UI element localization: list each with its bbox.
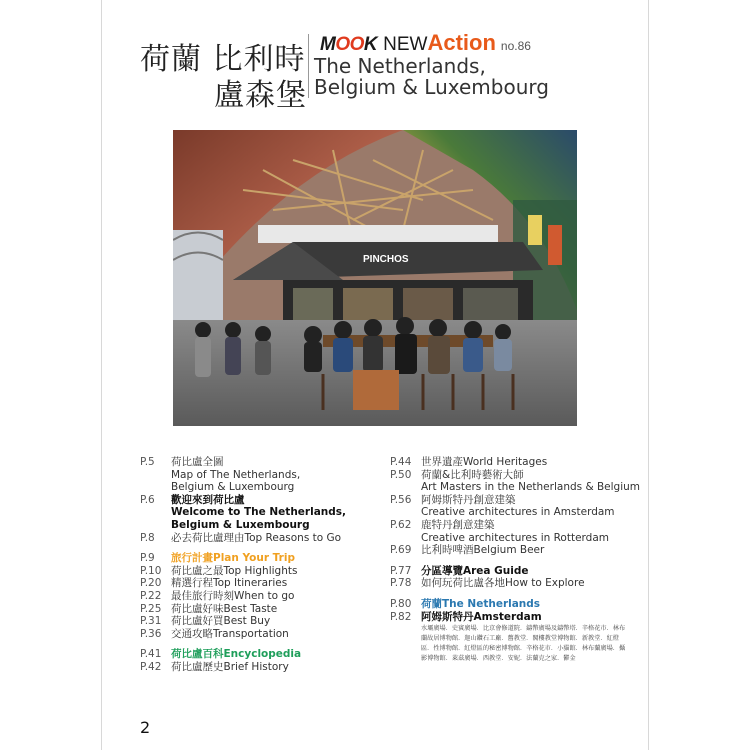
mook-logo-text: MOOK (320, 34, 378, 55)
amsterdam-sights-list: 水壩廣場．史賓廣場．比京會修道院．鑄幣廣場及鑄幣塔．辛格花市．林布蘭故居博物館．迦山鑽石工廠．舊教堂．閣樓教堂博物館．新教堂．紅燈區．性博物館．紅燈區的秘密博物館．辛格花市．小貓館．林布蘭廣場．攝影博物館．萊茲廣場．西教堂．安妮．法蘭克之家．鬱金 (421, 625, 626, 663)
toc-entry-title (421, 544, 630, 557)
toc-page-number: P.62 (390, 518, 412, 531)
toc-entry-line: 荷比盧全圖 (171, 456, 224, 468)
toc-page-number: P.69 (390, 544, 412, 557)
toc-page-number: P.20 (140, 577, 162, 590)
toc-entry-line: 荷比盧之最Top Highlights (171, 564, 298, 577)
title-english-line-1: The Netherlands, (314, 54, 486, 78)
toc-entry-title (171, 628, 360, 641)
toc-entry-title (171, 577, 360, 590)
title-chinese-line-2: 盧森堡 (214, 78, 307, 113)
toc-entry (140, 552, 360, 565)
toc-page-number: P.56 (390, 493, 412, 506)
toc-entry-title (171, 565, 360, 578)
toc-entry-line: 荷比盧好味Best Taste (171, 602, 278, 615)
toc-entry-line: 必去荷比盧理由Top Reasons to Go (171, 531, 342, 544)
toc-page-number: P.44 (390, 456, 412, 468)
issue-number: no.86 (500, 39, 531, 53)
toc-entry-line: 荷比盧百科Encyclopedia (171, 648, 302, 661)
toc-entry (140, 456, 360, 494)
toc-entry (140, 628, 360, 641)
toc-entry-title (171, 590, 360, 603)
toc-entry-title (171, 456, 360, 494)
toc-entry-title (421, 519, 630, 544)
toc-entry (140, 661, 360, 674)
toc-entry (390, 494, 630, 519)
toc-gap (390, 557, 630, 565)
toc-entry-line: Map of The Netherlands, (171, 468, 301, 481)
toc-entry-title (171, 615, 360, 628)
toc-page-number: P.25 (140, 602, 162, 615)
toc-gap (390, 590, 630, 598)
toc-entry (140, 565, 360, 578)
hero-photo-illustration (173, 130, 577, 426)
brand-action: Action (427, 30, 496, 55)
title-english-line-2: Belgium & Luxembourg (314, 75, 549, 99)
toc-entry-title (171, 648, 360, 661)
title-english (314, 56, 549, 98)
toc-page-number: P.41 (140, 648, 162, 661)
toc-page-number: P.42 (140, 660, 162, 673)
toc-entry-line: 荷蘭&比利時藝術大師 (421, 468, 524, 481)
toc-entry (140, 494, 360, 532)
toc-page-number: P.78 (390, 577, 412, 590)
toc-entry (390, 519, 630, 544)
toc-entry-line: 阿姆斯特丹創意建築 (421, 493, 516, 506)
toc-entry (390, 468, 641, 494)
toc-page-number: P.22 (140, 589, 162, 602)
toc-entry-line: 交通攻略Transportation (171, 627, 289, 640)
toc-entry-title (421, 611, 630, 624)
toc-entry-line: 歡迎來到荷比盧 (171, 493, 245, 506)
toc-page-number: P.31 (140, 615, 162, 628)
toc-entry (140, 648, 360, 661)
toc-entry (140, 577, 360, 590)
toc-page-number: P.80 (390, 597, 412, 610)
toc-entry-line: Art Masters in the Netherlands & Belgium (421, 481, 641, 494)
title-chinese-line-1: 荷蘭 比利時 (140, 42, 306, 77)
toc-entry-line: Belgium & Luxembourg (171, 481, 295, 494)
toc-entry-line: 最佳旅行時刻When to go (171, 589, 295, 602)
toc-entry-title (421, 494, 630, 519)
toc-entry-title (421, 577, 630, 590)
toc-entry-line: 荷蘭The Netherlands (421, 597, 541, 610)
toc-right-column (390, 456, 641, 664)
toc-entry-line: Creative architectures in Rotterdam (421, 531, 610, 544)
toc-entry-line: Creative architectures in Amsterdam (421, 506, 615, 519)
toc-entry-title (171, 603, 360, 616)
toc-entry-title (421, 469, 640, 494)
toc-page-number: P.36 (140, 627, 162, 640)
toc-entry-line: 鹿特丹創意建築 (421, 518, 495, 531)
title-divider (308, 34, 309, 98)
toc-entry-title (171, 552, 360, 565)
toc-entry-line: 阿姆斯特丹Amsterdam (421, 610, 542, 623)
toc-page-number: P.6 (140, 493, 155, 506)
toc-entry-line: 精選行程Top Itineraries (171, 577, 288, 590)
toc-gap (140, 544, 360, 552)
toc-page-number: P.77 (390, 564, 412, 577)
toc-page-number: P.8 (140, 531, 155, 544)
toc-entry-title (171, 661, 360, 674)
toc-entry (390, 611, 630, 624)
toc-entry (390, 565, 630, 578)
toc-page-number: P.10 (140, 564, 162, 577)
stall-sign-text: PINCHOS (363, 254, 409, 265)
toc-entry-line: 比利時啤酒Belgium Beer (421, 544, 545, 557)
toc-entry-line: 分區導覽Area Guide (421, 564, 529, 577)
toc-entry (140, 615, 360, 628)
toc-entry-title (171, 494, 360, 532)
toc-entry-line: Welcome to The Netherlands, (171, 506, 347, 519)
mook-brand-logo (320, 30, 531, 56)
toc-entry (390, 544, 630, 557)
toc-page-number: P.5 (140, 456, 155, 468)
page-number: 2 (140, 718, 151, 737)
toc-entry-line: 旅行計畫Plan Your Trip (171, 552, 295, 565)
toc-page-number: P.50 (390, 468, 412, 481)
toc-entry (390, 598, 630, 611)
toc-entry-line: Belgium & Luxembourg (171, 518, 310, 531)
toc-entry-line: 世界遺產World Heritages (421, 456, 548, 468)
toc-entry (140, 532, 360, 545)
toc-page-number: P.82 (390, 610, 412, 623)
toc-entry-title (421, 565, 630, 578)
toc-entry-title (171, 532, 360, 545)
toc-entry (140, 590, 360, 603)
toc-entry (390, 577, 630, 590)
hero-photo-market-hall (173, 130, 577, 426)
toc-entry-line: 荷比盧好買Best Buy (171, 615, 271, 628)
toc-entry-line: 荷比盧歷史Brief History (171, 660, 289, 673)
toc-entry-line: 如何玩荷比盧各地How to Explore (421, 577, 585, 590)
brand-new: NEW (383, 34, 428, 55)
toc-entry-title (421, 598, 630, 611)
toc-entry (140, 603, 360, 616)
toc-left-column (140, 456, 360, 674)
toc-entry (390, 456, 630, 469)
toc-page-number: P.9 (140, 552, 155, 565)
toc-entry-title (421, 456, 630, 469)
